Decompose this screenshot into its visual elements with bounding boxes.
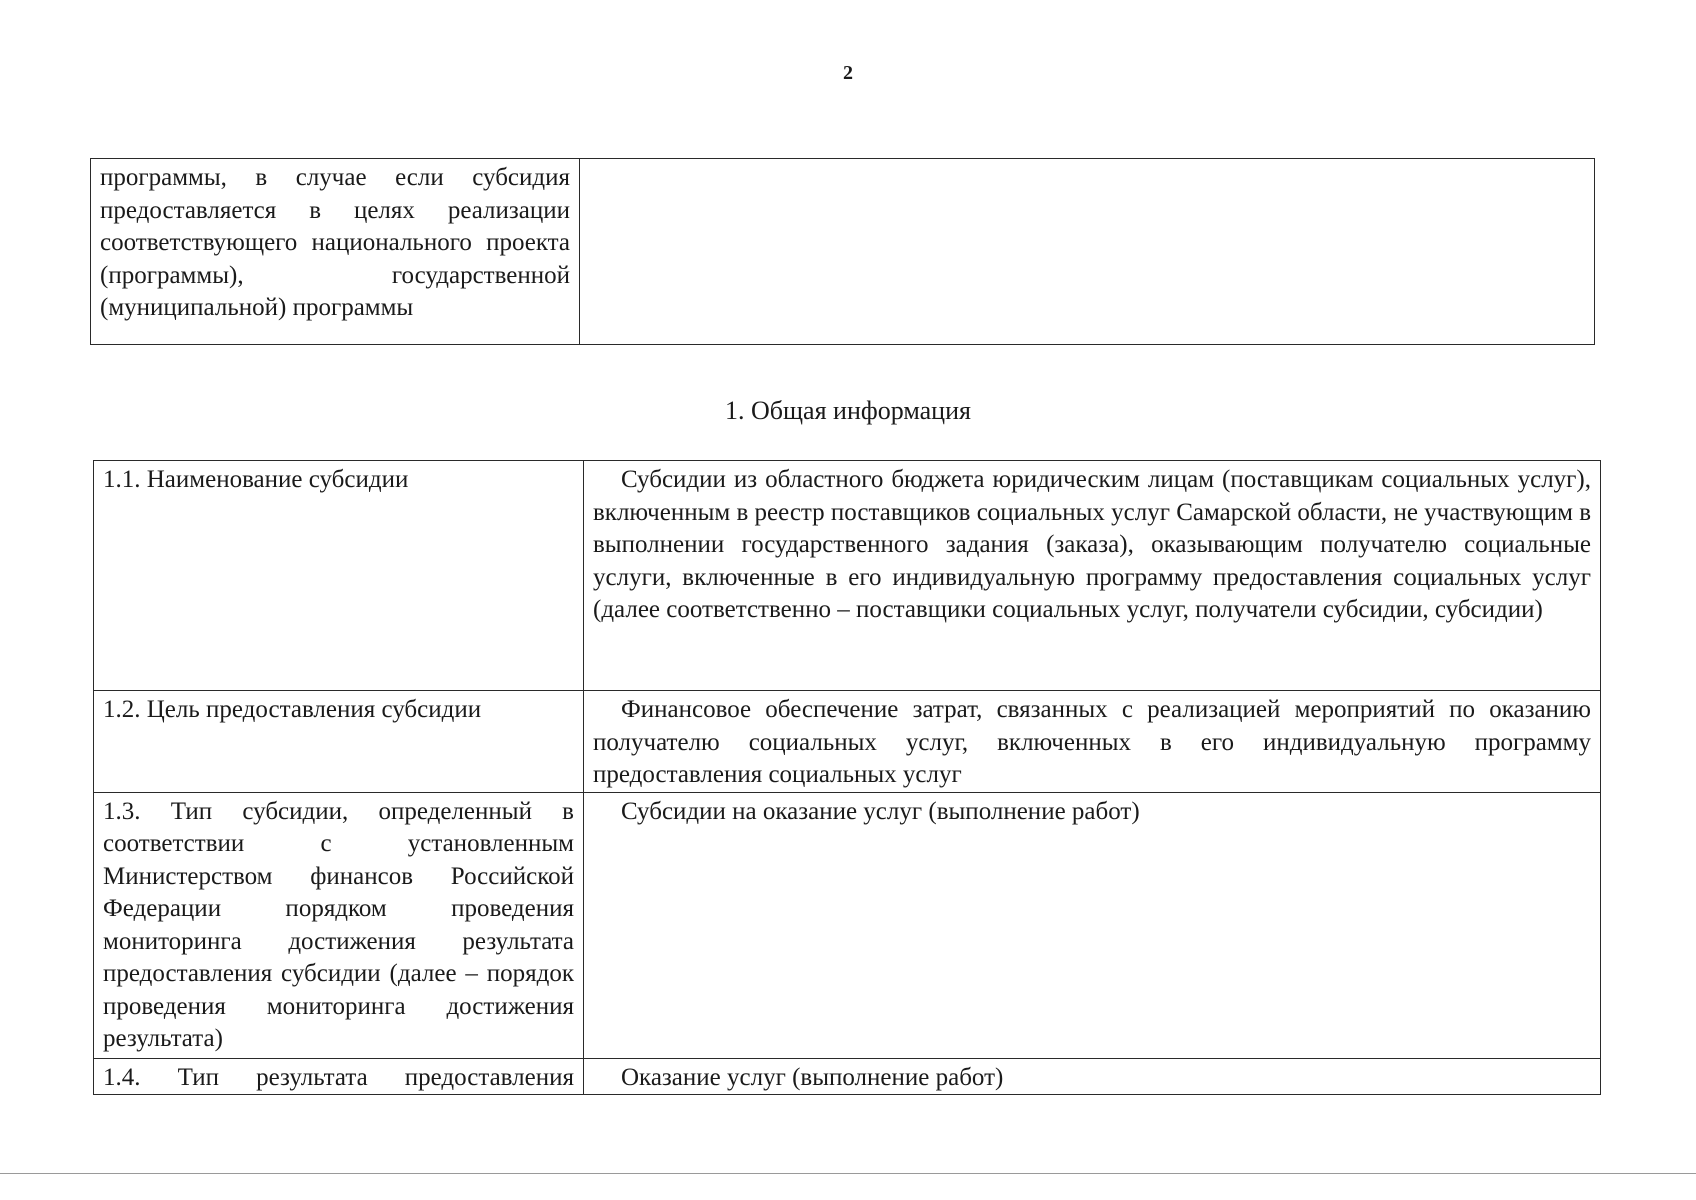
table-row: [94, 691, 1601, 793]
row-1-4-value: Оказание услуг (выполнение работ): [584, 1058, 1601, 1095]
row-1-1-value: Субсидии из областного бюджета юридическим лицам (поставщикам социальных услуг), включенным в реестр поставщиков социальных услуг Самарской области, не участвующим в выполнении государственного задания (заказа), оказывающим получателю социальные услуги, включенные в его индивидуальную программу предоставления социальных услуг (далее соответственно – поставщики социальных услуг, получатели субсидии, субсидии): [584, 461, 1601, 691]
row-1-3-label: 1.3. Тип субсидии, определенный в соответствии с установленным Министерством финансов Российской Федерации порядком проведения мониторинга достижения результата предоставления субсидии (далее – порядок проведения мониторинга достижения результата): [94, 792, 584, 1058]
general-info-table: [93, 460, 1601, 1095]
table-row: [94, 461, 1601, 691]
row-1-2-value: Финансовое обеспечение затрат, связанных с реализацией мероприятий по оказанию получателю социальных услуг, включенных в его индивидуальную программу предоставления социальных услуг: [584, 691, 1601, 793]
row-1-3-value: Субсидии на оказание услуг (выполнение работ): [584, 792, 1601, 1058]
row-1-4-label: 1.4. Тип результата предоставления: [94, 1058, 584, 1095]
page-bottom-rule: [0, 1173, 1696, 1174]
row-1-2-label: 1.2. Цель предоставления субсидии: [94, 691, 584, 793]
table-row: [91, 159, 1595, 345]
continuation-table: [90, 158, 1595, 345]
table-row: [94, 792, 1601, 1058]
continuation-label-cell: программы, в случае если субсидия предоставляется в целях реализации соответствующего национального проекта (программы), государственной (муниципальной) программы: [91, 159, 580, 345]
table-row: [94, 1058, 1601, 1095]
row-1-1-label: 1.1. Наименование субсидии: [94, 461, 584, 691]
continuation-value-cell: [580, 159, 1595, 345]
section-heading: 1. Общая информация: [725, 396, 971, 425]
page-number: 2: [843, 62, 853, 84]
